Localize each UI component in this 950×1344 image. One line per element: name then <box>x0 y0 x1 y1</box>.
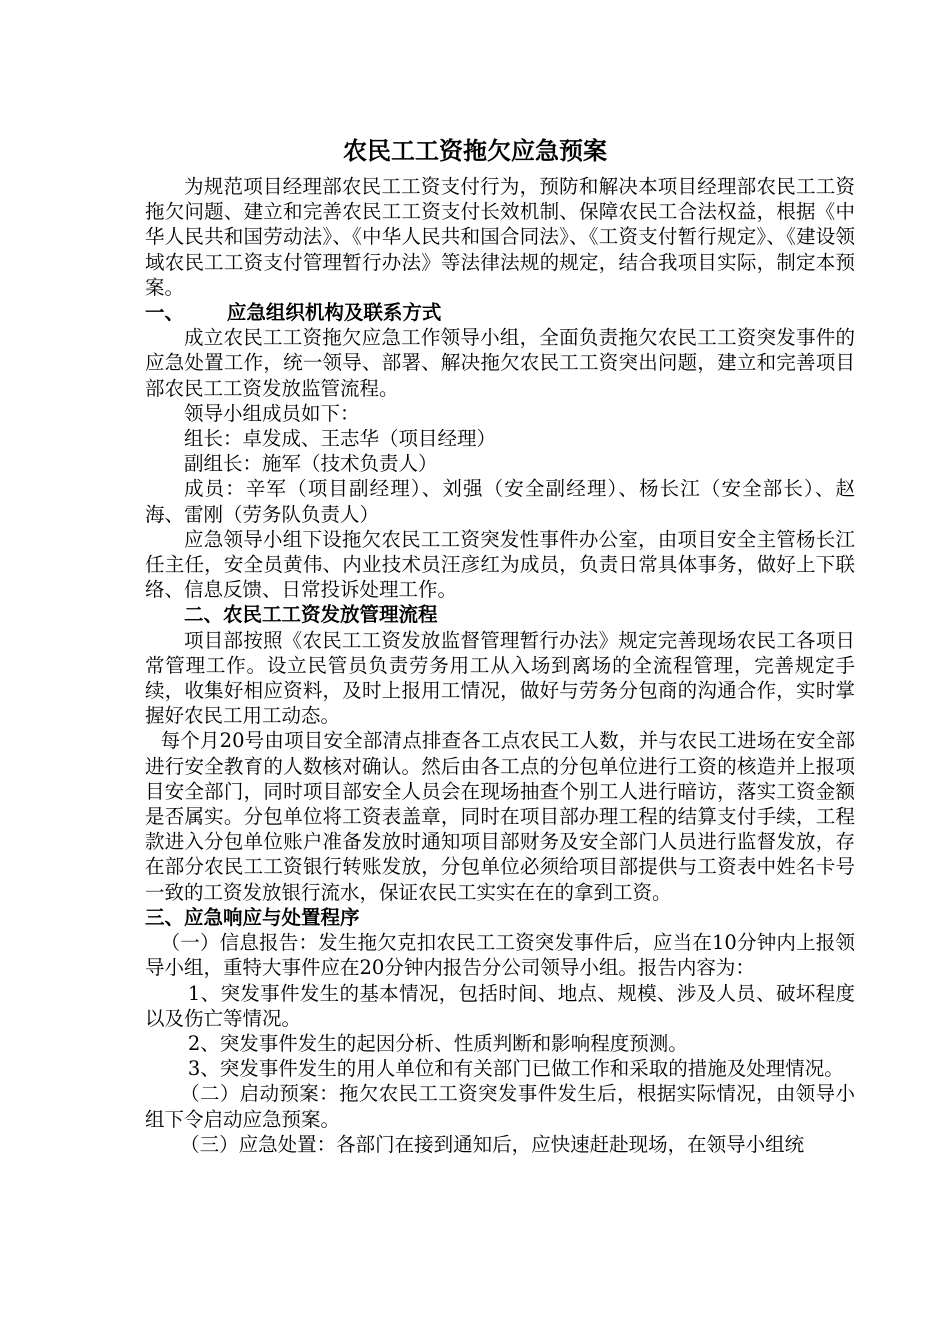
report-item-2: 2、突发事件发生的起因分析、性质判断和影响程度预测。 <box>187 1031 688 1055</box>
document-body <box>145 174 855 1157</box>
section-3-heading: 三、应急响应与处置程序 <box>145 905 360 929</box>
office-paragraph: 应急领导小组下设拖欠农民工工资突发性事件办公室，由项目安全主管杨长江任主任，安全员黄伟、内业技术员汪彦红为成员，负责日常具体事务，做好上下联络、信息反馈、日常投诉处理工作。 <box>145 527 855 602</box>
section-1-heading <box>145 300 855 325</box>
info-report-paragraph: （一）信息报告：发生拖欠克扣农民工工资突发事件后，应当在10分钟内上报领导小组，重特大事件应在20分钟内报告分公司领导小组。报告内容为： <box>145 931 855 980</box>
report-item-1: 1、突发事件发生的基本情况，包括时间、地点、规模、涉及人员、破坏程度以及伤亡等情况。 <box>145 981 855 1030</box>
members-intro: 领导小组成员如下： <box>184 401 360 425</box>
section-2-heading: 二、农民工工资发放管理流程 <box>184 603 438 627</box>
group-leader: 组长：卓发成、王志华（项目经理） <box>184 427 497 451</box>
intro-paragraph: 为规范项目经理部农民工工资支付行为，预防和解决本项目经理部农民工工资拖欠问题、建立和完善农民工工资支付长效机制、保障农民工合法权益，根据《中华人民共和国劳动法》、《中华人民共和国合同法》、《工资支付暂行规定》、《建设领域农民工工资支付管理暂行办法》等法律法规的规定，结合我项目实际，制定本预案。 <box>145 175 855 299</box>
section-1-number: 一、 <box>145 301 185 325</box>
section-1-paragraph: 成立农民工工资拖欠应急工作领导小组，全面负责拖欠农民工工资突发事件的应急处置工作，统一领导、部署、解决拖欠农民工工资突出问题，建立和完善项目部农民工工资发放监管流程。 <box>145 326 855 400</box>
section-2-paragraph-1: 项目部按照《农民工工资发放监督管理暂行办法》规定完善现场农民工各项日常管理工作。设立民管员负责劳务用工从入场到离场的全流程管理，完善规定手续，收集好相应资料，及时上报用工情况，做好与劳务分包商的沟通合作，实时掌握好农民工用工动态。 <box>145 628 855 728</box>
section-2-paragraph-2: 每个月20号由项目安全部清点排查各工点农民工人数，并与农民工进场在安全部进行安全教育的人数核对确认。然后由各工点的分包单位进行工资的核造并上报项目安全部门，同时项目部安全人员会在现场抽查个别工人进行暗访，落实工资金额是否属实。分包单位将工资表盖章，同时在项目部办理工程的结算支付手续，工程款进入分包单位账户准备发放时通知项目部财务及安全部门人员进行监督发放，存在部分农民工工资银行转账发放，分包单位必须给项目部提供与工资表中姓名卡号一致的工资发放银行流水，保证农民工实实在在的拿到工资。 <box>145 729 855 904</box>
report-item-3: 3、突发事件发生的用人单位和有关部门已做工作和采取的措施及处理情况。 <box>187 1057 844 1081</box>
deputy-leader: 副组长：施军（技术负责人） <box>184 452 438 476</box>
document-title: 农民工工资拖欠应急预案 <box>343 136 607 165</box>
start-plan-paragraph: （二）启动预案：拖欠农民工工资突发事件发生后，根据实际情况，由领导小组下令启动应急预案。 <box>145 1082 855 1131</box>
emergency-handling-paragraph: （三）应急处置：各部门在接到通知后，应快速赶赴现场，在领导小组统 <box>180 1132 805 1156</box>
group-members: 成员：辛军（项目副经理）、刘强（安全副经理）、杨长江（安全部长）、赵海、雷刚（劳务队负责人） <box>145 477 855 526</box>
section-1-title: 应急组织机构及联系方式 <box>226 301 442 325</box>
